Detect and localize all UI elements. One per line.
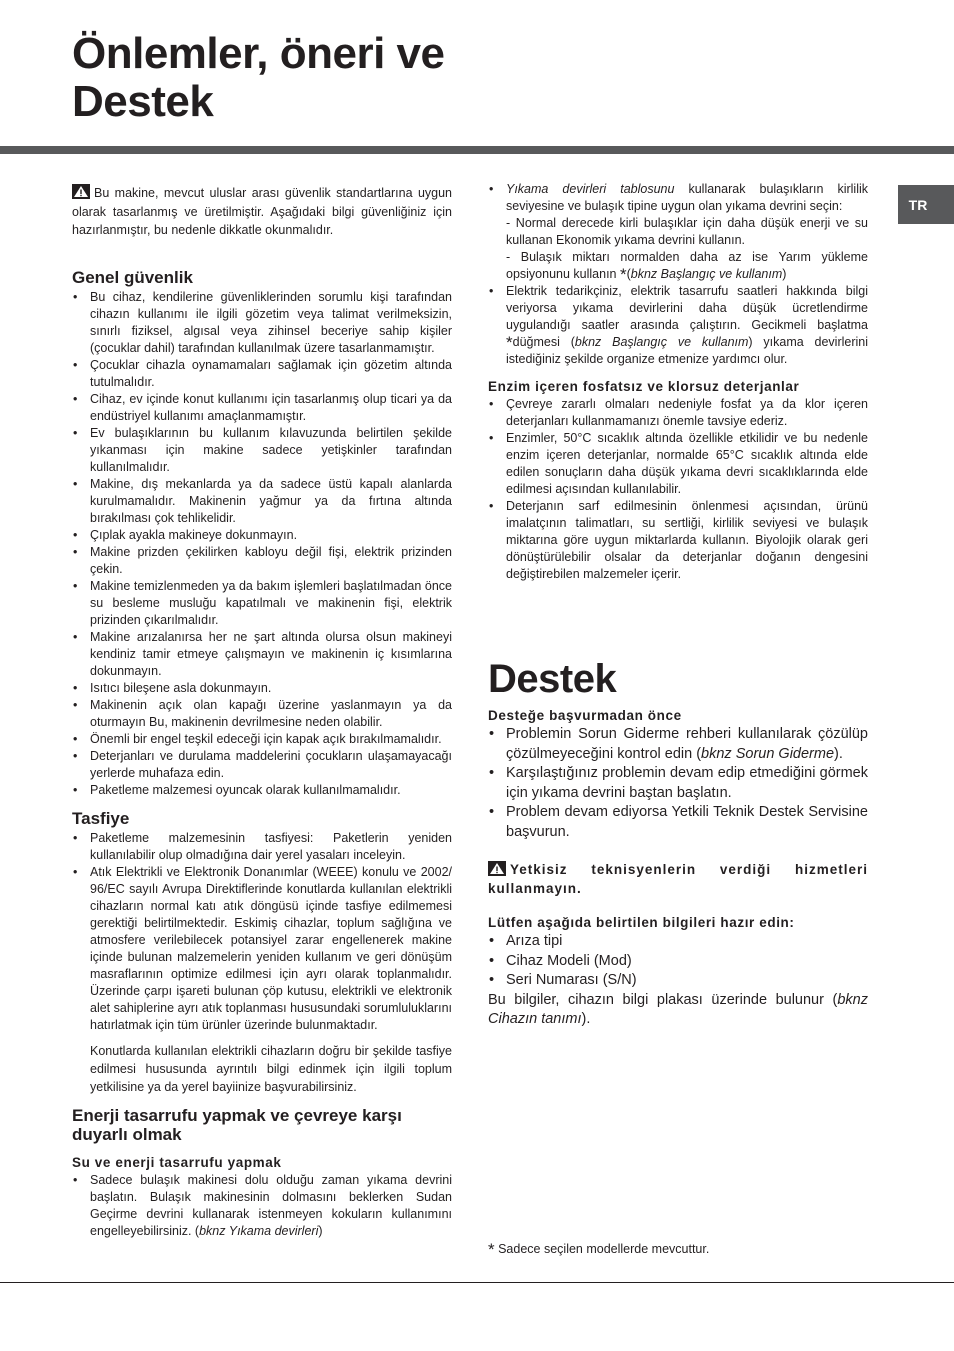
- footnote-asterisk: *: [488, 1240, 495, 1259]
- warning-icon: [72, 184, 90, 199]
- destek-title: Destek: [488, 657, 617, 701]
- list-item: • Enzimler, 50°C sıcaklık altında özellikle etkilidir ve bu nedenle enzim içeren deterjanlar, normalde 65°C sıcaklık altında elde edilen sonuçların daha düşük yıkama devri sıcaklıklarında elde edilmesi açısından kullanılabilir.: [488, 430, 868, 498]
- list-item: • Paketleme malzemesinin tasfiyesi: Paketlerin yeniden kullanılabilir olup olmadığına dair yerel yasaları inceleyin.: [72, 830, 452, 864]
- list-item: • Makine arızalanırsa her ne şart altında olursa olsun makineyi kendiniz tamir etmeye çalışmayın ve makinenin iç kısımlarına dokunmayın.: [72, 629, 452, 680]
- list-item: • Çıplak ayakla makineye dokunmayın.: [72, 527, 452, 544]
- destek-warning: [488, 860, 868, 898]
- asterisk: *: [619, 265, 627, 284]
- item-line: - Normal derecede kirli bulaşıklar için daha düşük enerji ve su kullanan Ekonomik yıkama devrini kullanın.: [506, 216, 868, 247]
- item-text-end: ).: [834, 745, 843, 762]
- su-enerji-subheading: Su ve enerji tasarrufu yapmak: [72, 1154, 282, 1170]
- list-item: • Problem devam ediyorsa Yetkili Teknik Destek Servisine başvurun.: [488, 803, 868, 842]
- list-item: • Çocuklar cihazla oynamamaları sağlamak için gözetim altında tutulmalıdır.: [72, 357, 452, 391]
- footnote-text: Sadece seçilen modellerde mevcuttur.: [494, 1242, 710, 1256]
- right-column: [488, 181, 868, 1030]
- info-subheading: Lütfen aşağıda belirtilen bilgileri hazır edin:: [488, 915, 795, 930]
- destek-subheading: Desteğe başvurmadan önce: [488, 708, 682, 723]
- list-item: • Önemli bir engel teşkil edeceği için kapak açık bırakılmamalıdır.: [72, 731, 452, 748]
- list-item: • Karşılaştığınız problemin devam edip etmediğini görmek için yıkama devrini baştan başlatın.: [488, 764, 868, 803]
- asterisk: *: [506, 333, 513, 352]
- closing-paragraph: [488, 991, 868, 1030]
- list-item: • Cihaz Modeli (Mod): [488, 952, 868, 972]
- page-title: [72, 30, 445, 126]
- tasfiye-list: [72, 830, 452, 1034]
- list-item: • Atık Elektrikli ve Elektronik Donanımlar (WEEE) konulu ve 2002/ 96/EC sayılı Avrupa Direktiflerinde konutlarda kullanılan elektrikli cihazların normal katı atık döngüsü içinde tasfiye edilmemesi gerektiği belirtilmektedir. Eskimiş cihazlar, toplum sağlığına ve atmosfere verilebilecek potansiyel zarar engellenerek makine içinde bulunan malzemelerin yeniden kullanım ve geri dönüşüm masraflarının optimize edilmesi için ayrı olarak toplanmalıdır. Üzerinde çarpı işareti bulunan çöp kutusu, elektrikli ve elektronik alet sahiplerine ayrı atık toplanması hususundaki sorumluluklarını hatırlatmak için tüm ürünler üzerinde bulunmaktadır.: [72, 864, 452, 1034]
- intro-paragraph: [72, 184, 452, 240]
- item-text: Sadece bulaşık makinesi dolu olduğu zaman yıkama devrini başlatın. Bulaşık makinesinin dolmasını beklerken Sudan Geçirme devrini kullanarak istenmeyen kokuların kullanımını engelleyebilirsiniz. (: [90, 1172, 452, 1238]
- item-reference: bknz Başlangıç ve kullanım: [630, 267, 783, 281]
- list-item: • Cihaz, ev içinde konut kullanımı için tasarlanmış olup ticari ya da endüstriyel kullanımı amaçlanmamıştır.: [72, 391, 452, 425]
- list-item: [488, 283, 868, 368]
- list-item: • Isıtıcı bileşene asla dokunmayın.: [72, 680, 452, 697]
- list-item: • Makine temizlenmeden ya da bakım işlemleri başlatılmadan önce su besleme musluğu kapatılmalı ve makinenin fişi, elektrik prizinden çıkarılmalıdır.: [72, 578, 452, 629]
- footnote: [488, 1240, 709, 1260]
- list-item: • Makine prizden çekilirken kabloyu değil fişi, elektrik prizinden çekin.: [72, 544, 452, 578]
- warning-text: Yetkisiz teknisyenlerin verdiği hizmetleri kullanmayın.: [488, 862, 868, 896]
- list-item: • Ev bulaşıklarının bu kullanım kılavuzunda belirtilen şekilde yıkanması için makine sadece yetişkinler tarafından kullanılmalıdır.: [72, 425, 452, 476]
- item-text: kullanarak bulaşıkların kirlilik seviyesine ve bulaşık tipine uygun olan yıkama devrini seçin:: [506, 182, 868, 213]
- genel-heading: Genel güvenlik: [72, 267, 193, 287]
- genel-list: [72, 289, 452, 799]
- title-line-1: Önlemler, öneri ve: [72, 29, 445, 78]
- list-item: • Seri Numarası (S/N): [488, 971, 868, 991]
- closing-reference: bknz Cihazın tanımı: [488, 991, 868, 1027]
- item-reference: bknz Başlangıç ve kullanım: [574, 335, 749, 349]
- su-enerji-list: [72, 1172, 452, 1240]
- item-reference: bknz Yıkama devirleri: [199, 1223, 319, 1238]
- tasfiye-heading: Tasfiye: [72, 808, 130, 828]
- item-text-end: ): [318, 1223, 323, 1238]
- list-item: • Deterjanları ve durulama maddelerini çocukların ulaşamayacağı yerlerde muhafaza edin.: [72, 748, 452, 782]
- list-item: • Deterjanın sarf edilmesinin önlenmesi açısından, ürünü imalatçının talimatları, su sertliği, kirlilik seviyesi ve bulaşık miktarına göre uygun miktarlarda kullanın. Biyolojik olarak geri dönüştürülebilir olsalar da deterjanlar doğanın dengesini değiştirebilen malzemeler içerir.: [488, 498, 868, 583]
- list-item: • Paketleme malzemesi oyuncak olarak kullanılmamalıdır.: [72, 782, 452, 799]
- closing-text-end: ).: [581, 1011, 591, 1027]
- footer-rule: [0, 1282, 954, 1283]
- item-text-end: ) yıkama devirlerini istediğiniz şekilde organize etmenize yardımcı olur.: [506, 335, 869, 366]
- language-tab: TR: [898, 185, 954, 224]
- item-text: Problemin Sorun Giderme rehberi kullanılarak çözülüp çözülmeyeceğini kontrol edin (: [506, 726, 868, 762]
- tasfiye-paragraph: Konutlarda kullanılan elektrikli cihazların doğru bir şekilde tasfiye edilmesi hususunda ayrıntılı bilgi edinmek için ilgili toplum yetkilisine ya da yerel bayiinize başvurabilirsiniz.: [90, 1043, 452, 1094]
- list-item: • Çevreye zararlı olmaları nedeniyle fosfat ya da klor içeren deterjanları kullanmamanızı önemle tavsiye ederiz.: [488, 396, 868, 430]
- header-bar: [0, 146, 954, 154]
- destek-list: [488, 725, 868, 842]
- list-item: • Yıkama devirleri tablosunu kullanarak bulaşıkların kirlilik seviyesine ve bulaşık tipine uygun olan yıkama devrini seçin: - Normal derecede kirli bulaşıklar için daha düşük enerji ve su kullanan Ekonomik yıkama devrini kullanın. - Bulaşık miktarı normalden daha az ise Yarım yükleme opsiyonunu kullanın *(bknz Başlangıç ve kullanım): [488, 181, 868, 283]
- list-item: • Bu cihaz, kendilerine güvenliklerinden sorumlu kişi tarafından cihazın kullanımı ile ilgili gözetim veya talimat verilmeksizin, sınırlı fiziksel, algısal veya zihinsel beceriye sahip kişiler (çocuklar dahil) tarafından kullanılmak üzere tasarlanmamıştır.: [72, 289, 452, 357]
- list-item: • Makinenin açık olan kapağı üzerine yaslanmayın ya da oturmayın Bu, makinenin devrilmesine neden olabilir.: [72, 697, 452, 731]
- enerji-heading: Enerji tasarrufu yapmak ve çevreye karşı duyarlı olmak: [72, 1105, 402, 1144]
- intro-text: Bu makine, mevcut uluslar arası güvenlik standartlarına uygun olarak tasarlanmış ve üretilmiştir. Aşağıdaki bilgi güvenliğiniz için hazırlanmıştır, bu nedenle dikkatle okunmalıdır.: [72, 186, 452, 237]
- enzim-subheading: Enzim içeren fosfatsız ve klorsuz deterjanlar: [488, 379, 800, 394]
- item-text: Elektrik tedarikçiniz, elektrik tasarrufu saatleri hakkında bilgi veriyorsa yıkama devirlerini daha düşük ücretlendirme uygulandığı saatler arasında çalıştırın. Gecikmeli başlatma: [506, 284, 868, 332]
- item-line: - Bulaşık miktarı normalden daha az ise Yarım yükleme opsiyonunu kullanın: [506, 250, 868, 281]
- enzim-list: [488, 396, 868, 583]
- closing-text: Bu bilgiler, cihazın bilgi plakası üzerinde bulunur (: [488, 991, 838, 1008]
- list-item: [488, 725, 868, 764]
- list-item: • Makine, dış mekanlarda ya da sadece üstü kapalı alanlarda kurulmamalıdır. Makinenin yağmur ya da fırtına altında bırakılması çok tehlikelidir.: [72, 476, 452, 527]
- warning-icon: [488, 861, 506, 876]
- right-energy-list: [488, 181, 868, 368]
- item-reference: bknz Sorun Giderme: [701, 745, 835, 762]
- item-text: düğmesi (: [512, 335, 575, 349]
- list-item: • Arıza tipi: [488, 932, 868, 952]
- title-line-2: Destek: [72, 77, 214, 126]
- list-item: [72, 1172, 452, 1240]
- left-column: [72, 184, 452, 1246]
- item-reference: Yıkama devirleri tablosunu: [506, 182, 675, 196]
- info-list: [488, 932, 868, 991]
